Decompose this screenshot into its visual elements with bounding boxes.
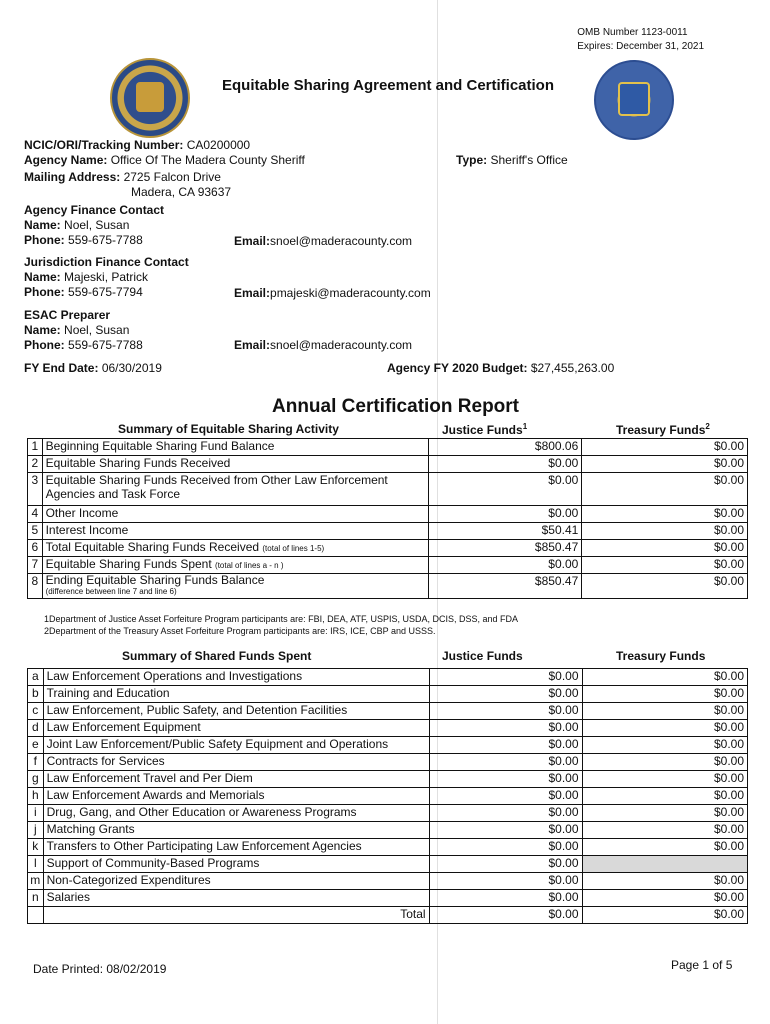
row-desc: Training and Education	[43, 686, 429, 703]
treasury-footnote-mark: 2	[705, 422, 710, 431]
fy-budget	[387, 361, 614, 376]
table-row	[28, 771, 748, 788]
ncic-label: NCIC/ORI/Tracking Number:	[24, 138, 184, 152]
table-row	[28, 557, 748, 574]
justice-value: $0.00	[429, 873, 582, 890]
row-letter: m	[28, 873, 44, 890]
justice-value: $0.00	[429, 506, 582, 523]
justice-value: $0.00	[429, 473, 582, 506]
treasury-value: $0.00	[582, 805, 747, 822]
justice-value: $0.00	[429, 822, 582, 839]
row-desc	[42, 439, 429, 456]
contact-name-label: Name:	[24, 218, 61, 232]
row-desc: Non-Categorized Expenditures	[43, 873, 429, 890]
address-line1: 2725 Falcon Drive	[123, 170, 221, 184]
date-printed: Date Printed: 08/02/2019	[33, 962, 167, 976]
total-label: Total	[43, 907, 429, 924]
table-row	[28, 540, 748, 557]
row-letter: h	[28, 788, 44, 805]
row-desc-text: Equitable Sharing Funds Received	[45, 456, 231, 470]
row-letter: k	[28, 839, 44, 856]
table-row	[28, 574, 748, 599]
treasury-value: $0.00	[582, 822, 747, 839]
total-justice-value: $0.00	[429, 907, 582, 924]
row-desc: Salaries	[43, 890, 429, 907]
treasury-value: $0.00	[582, 737, 747, 754]
contact-email-label: Email:	[234, 234, 271, 248]
treasury-value: $0.00	[582, 574, 748, 599]
contact-email	[234, 286, 431, 301]
treasury-value-shaded	[582, 856, 747, 873]
row-letter: l	[28, 856, 44, 873]
omb-expires: Expires: December 31, 2021	[577, 41, 704, 52]
type-value: Sheriff's Office	[490, 153, 568, 167]
contact-heading: Jurisdiction Finance Contact	[24, 255, 189, 269]
fy-end-value: 06/30/2019	[101, 361, 162, 375]
contact-email-value: snoel@maderacounty.com	[270, 234, 413, 248]
contact-name: Majeski, Patrick	[64, 270, 149, 284]
row-desc	[42, 473, 429, 506]
treasury-value: $0.00	[582, 557, 748, 574]
agency-name-label: Agency Name:	[24, 153, 108, 167]
contact-phone-label: Phone:	[24, 285, 65, 299]
justice-value: $0.00	[429, 669, 582, 686]
justice-value: $0.00	[429, 890, 582, 907]
table-row	[28, 805, 748, 822]
table-row	[28, 839, 748, 856]
table-row	[28, 822, 748, 839]
row-desc-text: Equitable Sharing Funds Received from Other Law Enforcement Agencies and Task Force	[45, 473, 388, 501]
total-treasury-value: $0.00	[582, 907, 747, 924]
contact-esac-preparer	[24, 308, 143, 353]
row-number: 3	[28, 473, 43, 506]
row-number: 6	[28, 540, 43, 557]
justice-value: $850.47	[429, 574, 582, 599]
doj-seal-icon	[110, 58, 190, 138]
justice-value: $0.00	[429, 557, 582, 574]
row-desc	[42, 456, 429, 473]
row-desc-text: Other Income	[45, 506, 119, 520]
treasury-value: $0.00	[582, 523, 748, 540]
justice-header-text: Justice Funds	[442, 423, 523, 437]
table-row	[28, 720, 748, 737]
table-row	[28, 873, 748, 890]
activity-header-desc: Summary of Equitable Sharing Activity	[118, 422, 339, 436]
row-letter: j	[28, 822, 44, 839]
address-line2: Madera, CA 93637	[131, 185, 232, 199]
footnote-treasury: 2Department of the Treasury Asset Forfeiture Program participants are: IRS, ICE, CBP and USSS.	[44, 626, 436, 636]
treasury-value: $0.00	[582, 788, 747, 805]
spent-header-justice: Justice Funds	[442, 649, 523, 663]
contact-phone-label: Phone:	[24, 338, 65, 352]
table-row	[28, 473, 748, 506]
row-desc: Contracts for Services	[43, 754, 429, 771]
treasury-value: $0.00	[582, 754, 747, 771]
table-row	[28, 703, 748, 720]
treasury-seal-icon	[594, 60, 674, 140]
row-desc: Support of Community-Based Programs	[43, 856, 429, 873]
contact-name: Noel, Susan	[64, 323, 130, 337]
row-letter: b	[28, 686, 44, 703]
row-number: 1	[28, 439, 43, 456]
row-desc: Law Enforcement Equipment	[43, 720, 429, 737]
report-title: Annual Certification Report	[272, 396, 520, 417]
contact-jurisdiction-finance	[24, 255, 189, 300]
row-letter: a	[28, 669, 44, 686]
justice-value: $800.06	[429, 439, 582, 456]
row-desc: Transfers to Other Participating Law Enforcement Agencies	[43, 839, 429, 856]
treasury-value: $0.00	[582, 540, 748, 557]
row-desc: Law Enforcement, Public Safety, and Detention Facilities	[43, 703, 429, 720]
justice-value: $850.47	[429, 540, 582, 557]
row-letter: c	[28, 703, 44, 720]
ncic-value: CA0200000	[186, 138, 251, 152]
row-letter: e	[28, 737, 44, 754]
contact-email-label: Email:	[234, 286, 271, 300]
row-number: 8	[28, 574, 43, 599]
total-row	[28, 907, 748, 924]
row-number: 2	[28, 456, 43, 473]
justice-value: $0.00	[429, 686, 582, 703]
table-row	[28, 523, 748, 540]
fy-budget-label: Agency FY 2020 Budget:	[387, 361, 528, 375]
row-desc-text: Ending Equitable Sharing Funds Balance	[45, 573, 265, 587]
omb-number: OMB Number 1123-0011	[577, 27, 688, 38]
fy-end-label: FY End Date:	[24, 361, 99, 375]
justice-value: $0.00	[429, 839, 582, 856]
treasury-value: $0.00	[582, 506, 748, 523]
treasury-value: $0.00	[582, 473, 748, 506]
row-desc: Drug, Gang, and Other Education or Awareness Programs	[43, 805, 429, 822]
contact-email-value: pmajeski@maderacounty.com	[270, 286, 431, 300]
table-row	[28, 890, 748, 907]
contact-phone: 559-675-7788	[68, 338, 143, 352]
row-letter: i	[28, 805, 44, 822]
table-row	[28, 669, 748, 686]
contact-phone: 559-675-7794	[68, 285, 143, 299]
agency-info	[24, 138, 305, 200]
row-desc	[42, 523, 429, 540]
document-title: Equitable Sharing Agreement and Certification	[222, 77, 554, 94]
contact-agency-finance	[24, 203, 164, 248]
table-row	[28, 456, 748, 473]
table-row	[28, 506, 748, 523]
row-desc	[42, 557, 429, 574]
row-note: (total of lines 1-5)	[262, 544, 325, 553]
justice-value: $50.41	[429, 523, 582, 540]
justice-value: $0.00	[429, 720, 582, 737]
row-letter: d	[28, 720, 44, 737]
treasury-value: $0.00	[582, 873, 747, 890]
contact-name: Noel, Susan	[64, 218, 130, 232]
table-row	[28, 737, 748, 754]
row-desc: Matching Grants	[43, 822, 429, 839]
justice-value: $0.00	[429, 754, 582, 771]
activity-table	[27, 438, 748, 599]
treasury-value: $0.00	[582, 771, 747, 788]
justice-value: $0.00	[429, 456, 582, 473]
row-desc-text: Equitable Sharing Funds Spent	[45, 557, 212, 571]
row-letter: f	[28, 754, 44, 771]
justice-value: $0.00	[429, 771, 582, 788]
row-number: 4	[28, 506, 43, 523]
contact-email	[234, 338, 412, 353]
row-desc	[42, 540, 429, 557]
contact-email	[234, 234, 412, 249]
row-note: (total of lines a - n )	[215, 561, 284, 570]
spent-header-treasury: Treasury Funds	[616, 649, 706, 663]
justice-value: $0.00	[429, 737, 582, 754]
fy-budget-value: $27,455,263.00	[530, 361, 615, 375]
treasury-header-text: Treasury Funds	[616, 423, 706, 437]
treasury-value: $0.00	[582, 456, 748, 473]
justice-value: $0.00	[429, 856, 582, 873]
table-row	[28, 856, 748, 873]
row-desc-text: Beginning Equitable Sharing Fund Balance	[45, 439, 275, 453]
contact-email-value: snoel@maderacounty.com	[270, 338, 413, 352]
omb-block	[577, 26, 704, 54]
treasury-value: $0.00	[582, 839, 747, 856]
row-note: (difference between line 7 and line 6)	[45, 587, 177, 596]
justice-value: $0.00	[429, 703, 582, 720]
mailing-address-label: Mailing Address:	[24, 170, 121, 184]
justice-value: $0.00	[429, 788, 582, 805]
treasury-value: $0.00	[582, 686, 747, 703]
row-number: 5	[28, 523, 43, 540]
table-row	[28, 439, 748, 456]
treasury-value: $0.00	[582, 720, 747, 737]
agency-type	[456, 153, 568, 168]
row-desc: Law Enforcement Operations and Investigations	[43, 669, 429, 686]
contact-heading: Agency Finance Contact	[24, 203, 165, 217]
row-desc-text: Total Equitable Sharing Funds Received	[45, 540, 260, 554]
page-number: Page 1 of 5	[671, 958, 733, 972]
treasury-value: $0.00	[582, 439, 748, 456]
contact-phone: 559-675-7788	[68, 233, 143, 247]
spent-table	[27, 668, 748, 924]
row-letter	[28, 907, 44, 924]
treasury-value: $0.00	[582, 703, 747, 720]
type-label: Type:	[456, 153, 488, 167]
row-letter: g	[28, 771, 44, 788]
row-desc-text: Interest Income	[45, 523, 129, 537]
table-row	[28, 754, 748, 771]
row-desc: Law Enforcement Travel and Per Diem	[43, 771, 429, 788]
row-desc	[42, 506, 429, 523]
table-row	[28, 686, 748, 703]
fy-end-date	[24, 361, 162, 376]
row-desc: Joint Law Enforcement/Public Safety Equipment and Operations	[43, 737, 429, 754]
treasury-value: $0.00	[582, 669, 747, 686]
justice-value: $0.00	[429, 805, 582, 822]
activity-header-justice	[442, 422, 527, 437]
row-desc: Law Enforcement Awards and Memorials	[43, 788, 429, 805]
row-desc	[42, 574, 429, 599]
contact-email-label: Email:	[234, 338, 271, 352]
contact-heading: ESAC Preparer	[24, 308, 111, 322]
table-row	[28, 788, 748, 805]
activity-header-treasury	[616, 422, 710, 437]
agency-name-value: Office Of The Madera County Sheriff	[110, 153, 305, 167]
contact-phone-label: Phone:	[24, 233, 65, 247]
treasury-value: $0.00	[582, 890, 747, 907]
row-number: 7	[28, 557, 43, 574]
contact-name-label: Name:	[24, 270, 61, 284]
spent-header-desc: Summary of Shared Funds Spent	[122, 649, 312, 663]
row-letter: n	[28, 890, 44, 907]
justice-footnote-mark: 1	[522, 422, 528, 431]
footnote-justice: 1Department of Justice Asset Forfeiture Program participants are: FBI, DEA, ATF, USPIS, USDA, DCIS, DSS, and FDA	[44, 614, 519, 624]
contact-name-label: Name:	[24, 323, 61, 337]
